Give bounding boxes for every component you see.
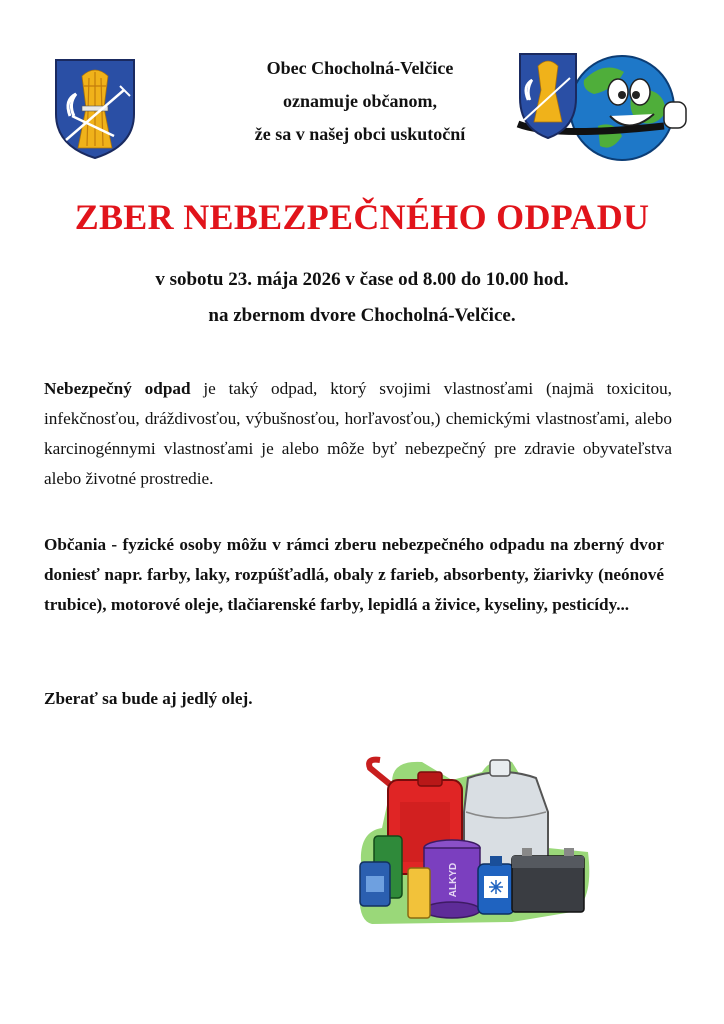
definition-lead: Nebezpečný odpad — [44, 379, 191, 398]
event-date-time: v sobotu 23. mája 2026 v čase od 8.00 do 10.00 hod. — [155, 269, 569, 290]
hazardous-containers-icon — [352, 752, 594, 928]
items-paragraph: Občania - fyzické osoby môžu v rámci zberu nebezpečného odpadu na zberný dvor doniesť napr. farby, laky, rozpúšťadlá, obaly z farieb, absorbenty, žiarivky (neónové trubice), motorové oleje, tlačiarenské farby, lepidlá a živice, kyseliny, pesticídy... — [44, 535, 664, 614]
header-takes-place: že sa v našej obci uskutoční — [254, 124, 466, 144]
definition-paragraph — [44, 374, 672, 494]
alkyd-label: ALKYD — [448, 862, 459, 898]
header-announcement — [170, 52, 550, 151]
globe-mascot-icon — [514, 50, 690, 162]
event-details — [0, 262, 724, 334]
village-crest-icon — [52, 56, 138, 160]
main-title: ZBER NEBEZPEČNÉHO ODPADU — [74, 197, 650, 237]
edible-oil-note: Zberať sa bude aj jedlý olej. — [44, 689, 253, 708]
definition-text: je taký odpad, ktorý svojimi vlastnosťami (najmä toxicitou, infekčnosťou, dráždivosťou, výbušnosťou, horľavosťou,) chemickými vlastnosťami, alebo karcinogénnymi vlastnosťami je alebo môže byť nebezpečný pre zdravie obyvateľstva alebo životné prostredie. — [44, 379, 672, 488]
event-location: na zbernom dvore Chocholná-Velčice. — [208, 305, 516, 326]
header-announces: oznamuje občanom, — [283, 91, 437, 111]
header-village-name: Obec Chocholná-Velčice — [266, 58, 454, 78]
